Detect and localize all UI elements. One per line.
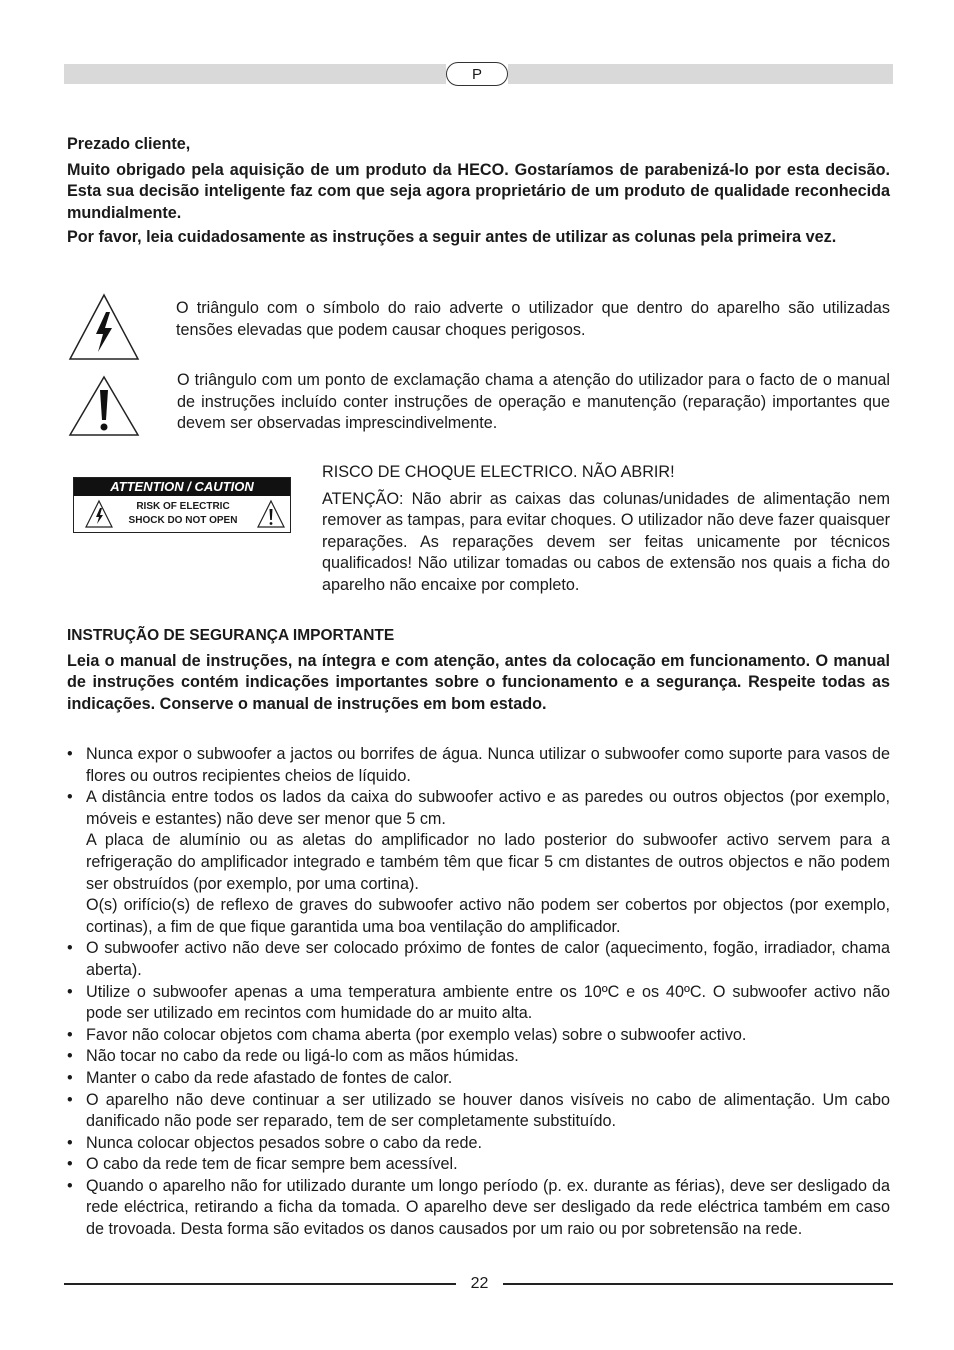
language-badge: P	[446, 62, 508, 86]
intro-paragraph-1: Muito obrigado pela aquisição de um produto da HECO. Gostaríamos de parabenizá-lo por esta decisão. Esta sua decisão inteligente faz com que seja agora proprietário de um produto de qualidade reconhecida mundialmente.	[67, 160, 890, 222]
list-item-text: Nunca expor o subwoofer a jactos ou borrifes de água. Nunca utilizar o subwoofer como suporte para vasos de flores ou outros recipientes cheios de líquido.	[86, 745, 890, 785]
list-item	[67, 787, 890, 938]
list-item-continuation: A placa de alumínio ou as aletas do amplificador no lado posterior do subwoofer activo servem para a refrigeração do amplificador integrado e também têm que ficar 5 cm distantes de outros objectos e não podem ser obstruídos (por exemplo, por uma cortina).	[86, 831, 890, 893]
exclamation-warning-text: O triângulo com um ponto de exclamação chama a atenção do utilizador para o facto de o manual de instruções incluído conter instruções de operação e manutenção (reparação) importantes que devem ser observadas imprescindivelmente.	[177, 371, 890, 432]
list-item	[67, 1025, 890, 1047]
list-item-text: O aparelho não deve continuar a ser utilizado se houver danos visíveis no cabo de alimentação. Um cabo danificado não pode ser reparado, tem de ser completamente substituído.	[86, 1090, 890, 1131]
list-item-text: O cabo da rede tem de ficar sempre bem acessível.	[86, 1155, 458, 1174]
list-item-continuation: O(s) orifício(s) de reflexo de graves do subwoofer activo não podem ser cobertos por objectos (por exemplo, cortinas), a fim de que fique garantida uma boa ventilação do amplificador.	[86, 896, 890, 936]
list-item-text: Favor não colocar objetos com chama aberta (por exemplo velas) sobre o subwoofer activo.	[86, 1025, 747, 1044]
footer-rule-left	[64, 1283, 456, 1285]
list-item-text: O subwoofer activo não deve ser colocado próximo de fontes de calor (aquecimento, fogão, irradiador, chama aberta).	[86, 939, 890, 979]
list-item-text: A distância entre todos os lados da caixa do subwoofer activo e as paredes ou outros objectos (por exemplo, móveis e estantes) não deve ser menor que 5 cm.	[86, 788, 890, 828]
list-item	[67, 1090, 890, 1133]
caution-label-line-1: RISK OF ELECTRIC	[136, 501, 230, 512]
caution-section	[322, 462, 890, 599]
safety-bullet-list	[67, 744, 890, 1241]
list-item	[67, 1176, 890, 1241]
list-item-text: Utilize o subwoofer apenas a uma temperatura ambiente entre os 10ºC e os 40ºC. O subwoofer activo não pode ser utilizado em recintos com humidade do ar muito alta.	[86, 982, 890, 1023]
caution-body: ATENÇÃO: Não abrir as caixas das colunas/unidades de alimentação nem remover as tampas, para evitar choques. O utilizador não deve fazer quaisquer reparações. As reparações devem ser feitas unicamente por técnicos qualificados! Não utilizar tomadas ou cabos de extensão nos quais a ficha do aparelho não encaixe por completo.	[322, 489, 890, 594]
list-item-text: Não tocar no cabo da rede ou ligá-lo com as mãos húmidas.	[86, 1047, 519, 1066]
list-item	[67, 1154, 890, 1176]
safety-intro: Leia o manual de instruções, na íntegra e com atenção, antes da colocação em funcionamento. O manual de instruções contém indicações importantes sobre o funcionamento e a segurança. Respeite todas as indicações. Conserve o manual de instruções em bom estado.	[67, 651, 890, 713]
lightning-triangle-icon	[68, 292, 140, 362]
list-item	[67, 938, 890, 981]
list-item	[67, 744, 890, 787]
caution-label-title: ATTENTION / CAUTION	[74, 478, 290, 496]
safety-heading: INSTRUÇÃO DE SEGURANÇA IMPORTANTE	[67, 627, 395, 644]
page-number: 22	[470, 1275, 489, 1292]
header-bar-right	[508, 64, 893, 84]
caution-label-text	[120, 500, 246, 528]
header-bar-left	[64, 64, 446, 84]
list-item	[67, 982, 890, 1025]
caution-heading: RISCO DE CHOQUE ELECTRICO. NÃO ABRIR!	[322, 463, 675, 481]
list-item-text: Nunca colocar objectos pesados sobre o cabo da rede.	[86, 1133, 482, 1152]
footer-rule-right	[503, 1283, 893, 1285]
lightning-warning-text: O triângulo com o símbolo do raio adverte o utilizador que dentro do aparelho são utilizadas tensões elevadas que podem causar choques perigosos.	[176, 299, 890, 339]
list-item-text: Quando o aparelho não for utilizado durante um longo período (p. ex. durante as férias), deve ser desligado da rede eléctrica, retirando a ficha da tomada. O aparelho deve ser desligado da rede eléctrica também em caso de trovoada. Desta forma são evitados os danos causados por um raio ou por sobretensão na rede.	[86, 1176, 890, 1239]
list-item-text: Manter o cabo da rede afastado de fontes de calor.	[86, 1068, 453, 1087]
list-item	[67, 1133, 890, 1155]
safety-section	[67, 625, 890, 715]
intro-paragraph-2: Por favor, leia cuidadosamente as instruções a seguir antes de utilizar as colunas pela primeira vez.	[67, 228, 837, 246]
caution-label	[73, 477, 291, 533]
greeting: Prezado cliente,	[67, 135, 191, 153]
caution-label-line-2: SHOCK DO NOT OPEN	[128, 515, 238, 526]
exclamation-triangle-icon	[68, 374, 140, 438]
list-item	[67, 1068, 890, 1090]
intro-section	[67, 134, 890, 252]
list-item	[67, 1046, 890, 1068]
exclamation-triangle-icon	[256, 499, 286, 529]
lightning-triangle-icon	[84, 499, 114, 529]
